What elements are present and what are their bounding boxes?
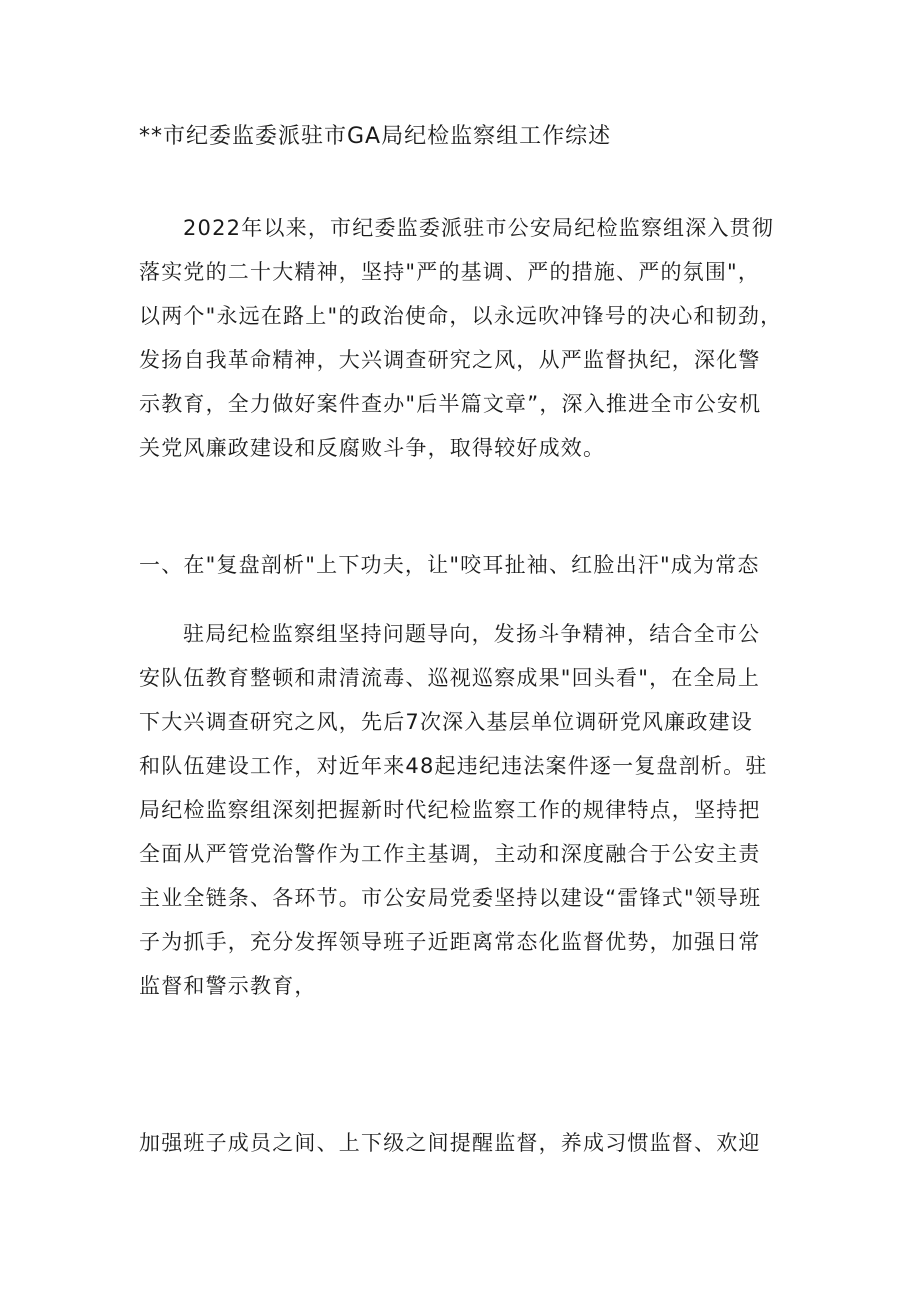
text-line: 2022年以来，市纪委监委派驻市公安局纪检监察组深入贯彻: [183, 216, 775, 240]
paragraph-continued: [139, 1121, 799, 1165]
document-title: **市纪委监委派驻市GA局纪检监察组工作综述: [139, 124, 612, 149]
text-line: 以两个"永远在路上"的政治使命，以永远吹冲锋号的决心和韧劲，: [139, 304, 783, 328]
text-line: 和队伍建设工作，对近年来48起违纪违法案件逐一复盘剖析。驻: [139, 754, 768, 778]
text-line: 关党风廉政建设和反腐败斗争，取得较好成效。: [139, 436, 606, 460]
text-line: 落实党的二十大精神，坚持"严的基调、严的措施、严的氛围"，: [139, 260, 761, 284]
text-line: 主业全链条、各环节。市公安局党委坚持以建设“雷锋式"领导班: [139, 886, 762, 910]
text-line: 子为抓手，充分发挥领导班子近距离常态化监督优势，加强日常: [139, 930, 761, 954]
text-line: 监督和警示教育，: [139, 974, 317, 998]
paragraph-intro: [139, 206, 799, 470]
text-line: 下大兴调查研究之风，先后7次深入基层单位调研党风廉政建设: [139, 710, 753, 734]
text-line: 安队伍教育整顿和肃清流毒、巡视巡察成果"回头看"，在全局上: [139, 666, 761, 690]
text-line: 加强班子成员之间、上下级之间提醒监督，养成习惯监督、欢迎: [139, 1131, 761, 1155]
text-line: 局纪检监察组深刻把握新时代纪检监察工作的规律特点，坚持把: [139, 798, 761, 822]
text-line: 驻局纪检监察组坚持问题导向，发扬斗争精神，结合全市公: [183, 622, 761, 646]
paragraph-section-body: [139, 612, 799, 1008]
text-line: 示教育，全力做好案件查办"后半篇文章”，深入推进全市公安机: [139, 392, 762, 416]
text-line: 发扬自我革命精神，大兴调查研究之风，从严监督执纪，深化警: [139, 348, 761, 372]
text-line: 全面从严管党治警作为工作主基调，主动和深度融合于公安主责: [139, 842, 761, 866]
section-heading: 一、在"复盘剖析"上下功夫，让"咬耳扯袖、红脸出汗"成为常态: [139, 553, 760, 577]
